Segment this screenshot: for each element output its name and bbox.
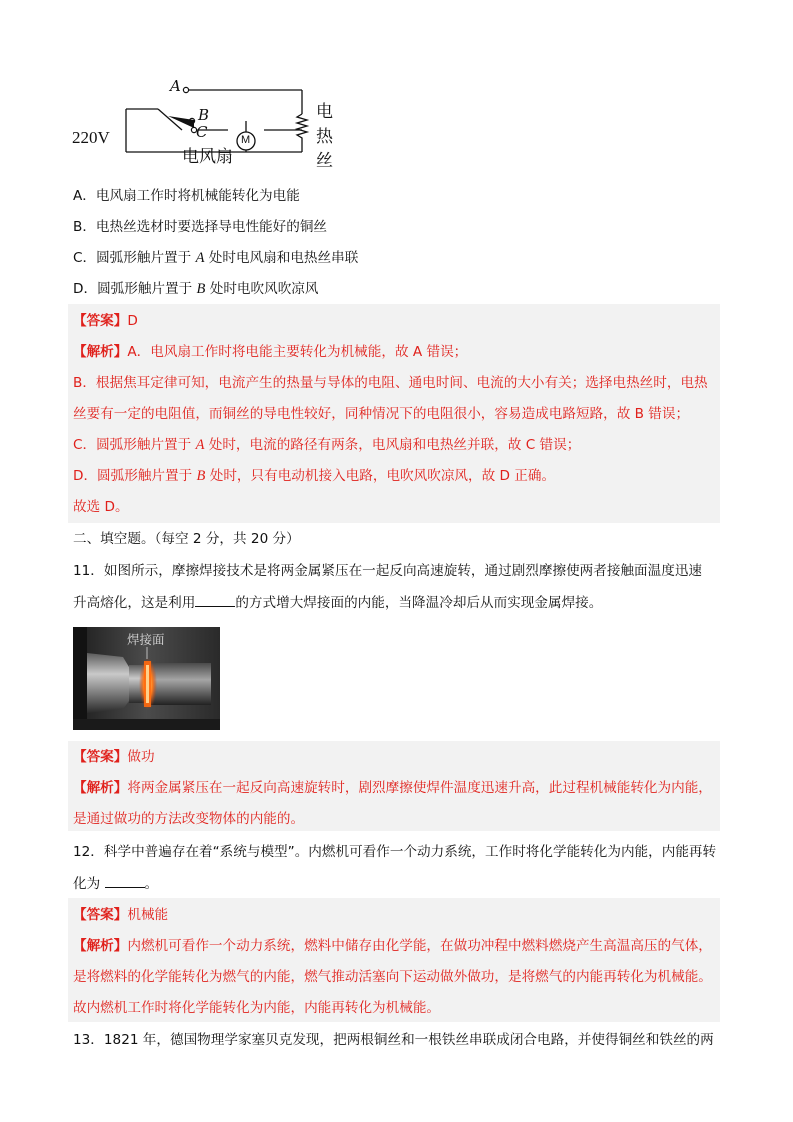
answer-label: 【答案】 — [73, 313, 128, 329]
analysis-variable: A — [195, 437, 205, 453]
answer-value: D — [127, 313, 138, 329]
terminal-b-label: B — [198, 106, 210, 124]
q12-analysis-line-3: 故内燃机工作时将化学能转化为内能，内能再转化为机械能。 — [73, 1000, 441, 1016]
fill-blank[interactable] — [195, 592, 235, 607]
option-b — [73, 217, 327, 237]
analysis-text: C．圆弧形触片置于 — [73, 437, 196, 453]
analysis-text: D．圆弧形触片置于 — [73, 468, 197, 484]
answer-label: 【答案】 — [73, 907, 128, 923]
question-text: 的方式增大焊接面的内能，当降温冷却后从而实现金属焊接。 — [235, 595, 603, 611]
option-c — [73, 248, 358, 268]
option-letter: C． — [73, 250, 97, 266]
option-d — [73, 279, 318, 299]
analysis-label: 【解析】 — [73, 780, 128, 796]
terminal-a-label: A — [170, 77, 181, 95]
question-text: 升高熔化，这是利用 — [73, 595, 196, 611]
q12-analysis-line-1 — [73, 936, 712, 956]
q10-conclusion: 故选 D。 — [73, 499, 129, 515]
question-text: 。 — [144, 876, 159, 892]
analysis-text: 将两金属紧压在一起反向高速旋转时，剧烈摩擦使焊件温度迅速升高，此过程机械能转化为内能， — [127, 780, 712, 796]
q10-analysis-line-4 — [73, 435, 580, 455]
heater-label-1: 电 — [316, 102, 333, 122]
q12-analysis-line-2: 是将燃料的化学能转化为燃气的内能，燃气推动活塞向下运动做外做功，是将燃气的内能再转化为机械能。 — [73, 969, 712, 985]
q10-analysis-line-3: 丝要有一定的电阻值，而铜丝的导电性较好，同种情况下的电阻很小，容易造成电路短路，故 B 错误； — [73, 406, 690, 422]
answer-value: 机械能 — [127, 907, 169, 923]
option-variable: B — [196, 281, 206, 297]
q11-answer — [73, 747, 155, 767]
q11-analysis-line-1 — [73, 778, 712, 798]
analysis-variable: B — [196, 468, 206, 484]
q11-analysis-line-2: 是通过做功的方法改变物体的内能的。 — [73, 811, 305, 827]
analysis-label: 【解析】 — [73, 938, 128, 954]
terminal-c-label: C — [196, 123, 208, 141]
option-text: 电风扇工作时将机械能转化为电能 — [95, 188, 300, 204]
photo-label: 焊接面 — [127, 632, 165, 647]
question-text: 化为 — [73, 876, 105, 892]
option-variable: A — [195, 250, 205, 266]
voltage-label: 220V — [72, 128, 110, 147]
heater-label-3: 丝 — [316, 151, 333, 171]
q12-answer — [73, 905, 168, 925]
heater-label-2: 热 — [316, 127, 333, 147]
option-letter: D． — [73, 281, 98, 297]
answer-value: 做功 — [127, 749, 155, 765]
q10-analysis-line-2: B．根据焦耳定律可知，电流产生的热量与导体的电阻、通电时间、电流的大小有关；选择电热丝时，电热 — [73, 375, 708, 391]
option-letter: B． — [73, 219, 96, 235]
option-text: 圆弧形触片置于 — [96, 250, 196, 266]
q12-text-line-2 — [73, 873, 158, 894]
q10-answer — [73, 311, 138, 331]
fan-label: 电风扇 — [182, 147, 233, 167]
option-a — [73, 186, 300, 206]
fill-blank[interactable] — [105, 873, 145, 888]
circuit-diagram — [70, 72, 340, 172]
welding-photo — [73, 627, 220, 730]
analysis-text: A．电风扇工作时将电能主要转化为机械能，故 A 错误； — [127, 344, 468, 360]
analysis-text: 内燃机可看作一个动力系统，燃料中储存由化学能，在做功冲程中燃料燃烧产生高温高压的气体， — [127, 938, 712, 954]
q13-text-line-1: 13．1821 年，德国物理学家塞贝克发现，把两根铜丝和一根铁丝串联成闭合电路，并使得铜丝和铁丝的两 — [73, 1032, 714, 1048]
option-text: 处时电风扇和电热丝串联 — [204, 250, 359, 266]
q10-analysis-line-5 — [73, 466, 555, 486]
q10-analysis-line-1 — [73, 342, 467, 362]
analysis-label: 【解析】 — [73, 344, 128, 360]
answer-label: 【答案】 — [73, 749, 128, 765]
option-letter: A． — [73, 188, 96, 204]
motor-label: M — [241, 134, 251, 146]
option-text: 电热丝选材时要选择导电性能好的铜丝 — [95, 219, 328, 235]
q11-text-line-1: 11．如图所示，摩擦焊接技术是将两金属紧压在一起反向高速旋转，通过剧烈摩擦使两者接触面温度迅速 — [73, 563, 703, 579]
q12-text-line-1: 12．科学中普遍存在着“系统与模型”。内燃机可看作一个动力系统，工作时将化学能转化为内能，内能再转 — [73, 844, 717, 860]
option-text: 处时电吹风吹凉风 — [205, 281, 319, 297]
analysis-text: 处时，电流的路径有两条，电风扇和电热丝并联，故 C 错误； — [204, 437, 581, 453]
analysis-text: 处时，只有电动机接入电路，电吹风吹凉风，故 D 正确。 — [205, 468, 556, 484]
q11-text-line-2 — [73, 592, 602, 613]
section-title: 二、填空题。（每空 2 分，共 20 分） — [73, 531, 300, 547]
option-text: 圆弧形触片置于 — [97, 281, 197, 297]
